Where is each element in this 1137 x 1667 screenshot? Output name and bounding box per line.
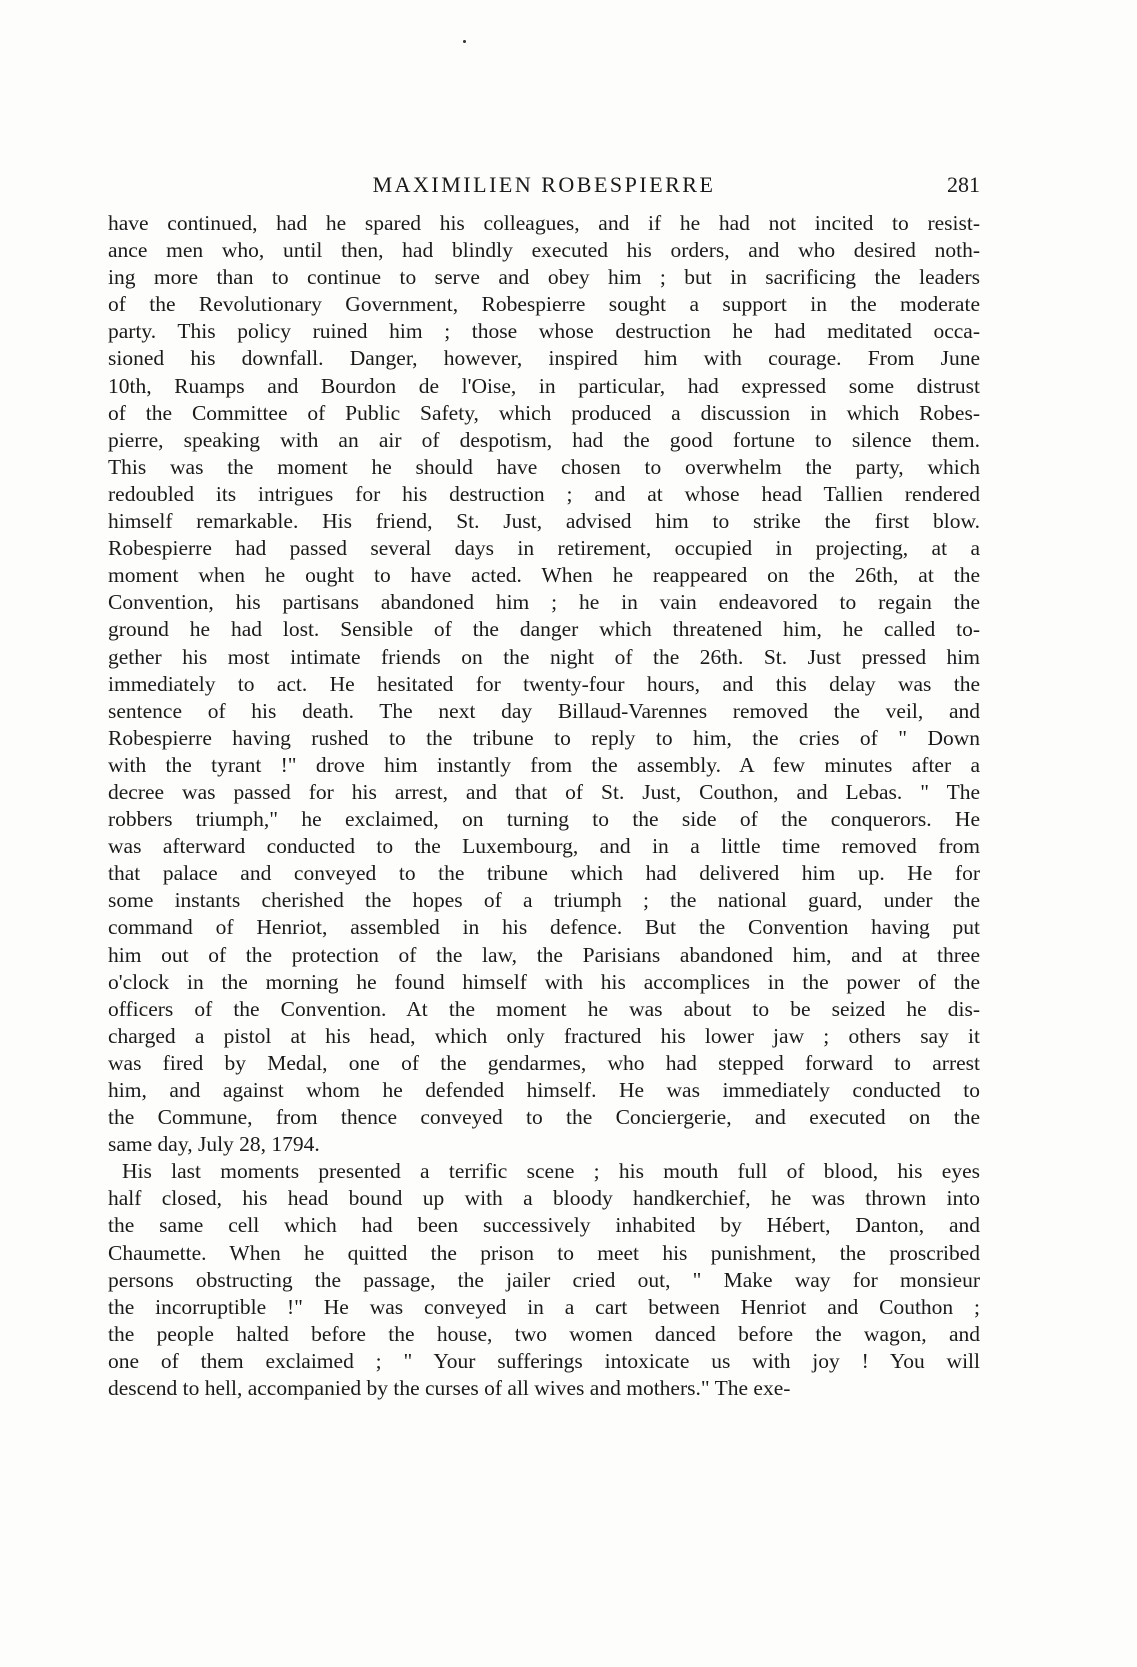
- text-line: the people halted before the house, two women danced before the wagon, and: [108, 1321, 980, 1346]
- text-line: him, and against whom he defended himself. He was immediately conducted to: [108, 1078, 980, 1102]
- text-line: Chaumette. When he quitted the prison to meet his punishment, the proscribed: [108, 1240, 980, 1265]
- text-line: of the Committee of Public Safety, which produced a discussion in which Robes-: [108, 400, 980, 425]
- text-line: have continued, had he spared his colleagues, and if he had not incited to resist-: [108, 211, 980, 235]
- text-line: persons obstructing the passage, the jailer cried out, " Make way for monsieur: [108, 1267, 980, 1292]
- text-line: pierre, speaking with an air of despotism, had the good fortune to silence them.: [108, 427, 980, 452]
- text-line: was fired by Medal, one of the gendarmes, who had stepped forward to arrest: [108, 1050, 980, 1075]
- text-line: that palace and conveyed to the tribune which had delivered him up. He for: [108, 861, 980, 886]
- text-line: decree was passed for his arrest, and that of St. Just, Couthon, and Lebas. " The: [108, 779, 980, 804]
- text-line: officers of the Convention. At the moment he was about to be seized he dis-: [108, 996, 980, 1021]
- text-line: him out of the protection of the law, the Parisians abandoned him, and at three: [108, 942, 980, 967]
- text-line: moment when he ought to have acted. When he reappeared on the 26th, at the: [108, 563, 980, 588]
- text-line: party. This policy ruined him ; those whose destruction he had meditated occa-: [108, 319, 980, 344]
- text-line: Convention, his partisans abandoned him ; he in vain endeavored to regain the: [108, 590, 980, 615]
- text-line: 10th, Ruamps and Bourdon de l'Oise, in particular, had expressed some distrust: [108, 373, 980, 398]
- text-line: ground he had lost. Sensible of the danger which threatened him, he called to-: [108, 617, 980, 642]
- text-line: the Commune, from thence conveyed to the Conciergerie, and executed on the: [108, 1105, 980, 1130]
- text-line: sioned his downfall. Danger, however, inspired him with courage. From June: [108, 346, 980, 371]
- ink-speck: [463, 40, 466, 43]
- text-line: immediately to act. He hesitated for twenty-four hours, and this delay was the: [108, 671, 980, 696]
- text-line: redoubled its intrigues for his destruction ; and at whose head Tallien rendered: [108, 481, 980, 506]
- text-line: descend to hell, accompanied by the curses of all wives and mothers." The exe-: [108, 1376, 791, 1401]
- text-line: of the Revolutionary Government, Robespierre sought a support in the moderate: [108, 292, 980, 317]
- text-line: Robespierre having rushed to the tribune to reply to him, the cries of " Down: [108, 725, 980, 750]
- text-line: This was the moment he should have chosen to overwhelm the party, which: [108, 454, 980, 479]
- page-header: [108, 170, 980, 200]
- text-line: sentence of his death. The next day Billaud-Varennes removed the veil, and: [108, 698, 980, 723]
- running-head: MAXIMILIEN ROBESPIERRE: [372, 172, 716, 197]
- text-line: same day, July 28, 1794.: [108, 1132, 320, 1157]
- text-line: ance men who, until then, had blindly executed his orders, and who desired noth-: [108, 238, 980, 263]
- page-number: 281: [947, 172, 980, 197]
- text-line: one of them exclaimed ; " Your sufferings intoxicate us with joy ! You will: [108, 1348, 980, 1373]
- text-line: robbers triumph," he exclaimed, on turning to the side of the conquerors. He: [108, 807, 980, 832]
- text-line: half closed, his head bound up with a bloody handkerchief, he was thrown into: [108, 1186, 980, 1211]
- text-line: His last moments presented a terrific scene ; his mouth full of blood, his eyes: [122, 1159, 980, 1184]
- text-line: some instants cherished the hopes of a triumph ; the national guard, under the: [108, 888, 980, 913]
- paragraph: [108, 1158, 980, 1402]
- text-line: the incorruptible !" He was conveyed in a cart between Henriot and Couthon ;: [108, 1294, 980, 1319]
- text-line: o'clock in the morning he found himself with his accomplices in the power of the: [108, 969, 980, 994]
- text-line: with the tyrant !" drove him instantly from the assembly. A few minutes after a: [108, 752, 980, 777]
- text-line: Robespierre had passed several days in retirement, occupied in projecting, at a: [108, 536, 980, 561]
- text-line: charged a pistol at his head, which only fractured his lower jaw ; others say it: [108, 1023, 980, 1048]
- text-line: the same cell which had been successively inhabited by Hébert, Danton, and: [108, 1213, 980, 1238]
- paragraph: [108, 210, 980, 1158]
- body-text: [108, 210, 980, 1402]
- text-line: himself remarkable. His friend, St. Just, advised him to strike the first blow.: [108, 509, 980, 534]
- text-line: was afterward conducted to the Luxembourg, and in a little time removed from: [108, 834, 980, 859]
- text-line: ing more than to continue to serve and obey him ; but in sacrificing the leaders: [108, 265, 980, 290]
- text-line: gether his most intimate friends on the night of the 26th. St. Just pressed him: [108, 644, 980, 669]
- text-line: command of Henriot, assembled in his defence. But the Convention having put: [108, 915, 980, 940]
